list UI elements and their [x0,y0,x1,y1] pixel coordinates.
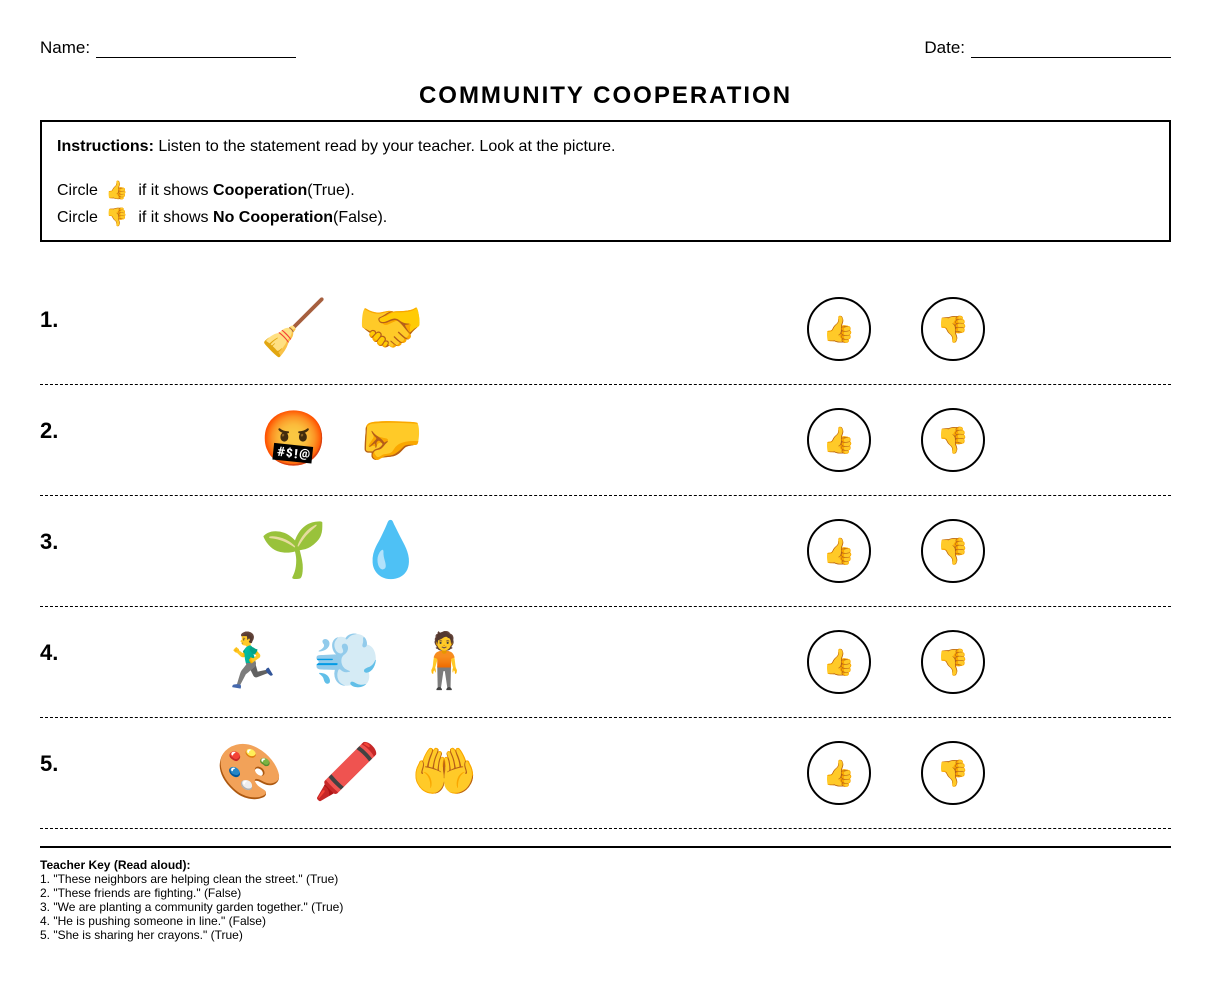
date-label: Date: [924,38,965,57]
date-blank-line[interactable] [971,41,1171,58]
instructions-text [57,138,616,156]
teacher-key-line: 3. "We are planting a community garden together." (True) [40,900,344,914]
question-row-1 [40,273,1171,385]
thumbs-up-icon: 👍 [822,424,856,455]
thumbs-down-icon: 👎 [936,424,970,455]
instruction-text: if it shows [138,208,209,226]
instructions-body: Listen to the statement read by your teacher. Look at the picture. [153,138,616,155]
thumbs-up-choice[interactable] [807,519,871,583]
thumbs-up-icon: 👍 [822,757,856,788]
seedling-icon: 🌱 [260,520,328,580]
instruction-true-line [57,180,355,201]
question-row-5 [40,717,1171,829]
question-row-2 [40,384,1171,496]
thumbs-up-choice[interactable] [807,741,871,805]
teacher-key-line: 4. "He is pushing someone in line." (False) [40,914,266,928]
name-blank-line[interactable] [96,41,296,58]
cooperation-label: Cooperation [213,181,308,199]
fist-icon: 🤛 [357,409,425,469]
palms-up-together-icon: 🤲 [410,742,478,802]
standing-person-icon: 🧍 [410,631,478,691]
circle-word: Circle [57,181,98,199]
thumbs-down-icon: 👎 [936,757,970,788]
question-number: 1. [40,307,59,332]
question-pictures [216,626,508,696]
question-pictures [216,737,508,807]
artist-palette-icon: 🎨 [216,742,284,802]
thumbs-down-choice[interactable] [921,630,985,694]
thumbs-down-choice[interactable] [921,741,985,805]
running-man-icon: 🏃‍♂️ [216,631,284,691]
instructions-box [40,120,1171,242]
question-pictures [260,293,455,363]
thumbs-down-icon: 👎 [105,207,129,227]
question-number: 2. [40,418,59,443]
handshake-icon: 🤝 [357,298,425,358]
teacher-key-line: 1. "These neighbors are helping clean the street." (True) [40,872,339,886]
name-field[interactable] [40,38,296,58]
thumbs-down-choice[interactable] [921,519,985,583]
dash-cloud-icon: 💨 [313,631,381,691]
question-row-3 [40,495,1171,607]
thumbs-up-icon: 👍 [822,313,856,344]
water-droplet-icon: 💧 [357,520,425,580]
page-title: COMMUNITY COOPERATION [418,82,793,109]
no-cooperation-label: No Cooperation [213,208,334,226]
circle-word: Circle [57,208,98,226]
thumbs-up-icon: 👍 [105,180,129,200]
thumbs-up-choice[interactable] [807,408,871,472]
thumbs-down-icon: 👎 [936,313,970,344]
thumbs-down-icon: 👎 [936,646,970,677]
angry-face-symbols-icon: 🤬 [260,409,328,469]
teacher-key-title: Teacher Key (Read aloud): [40,858,191,872]
question-pictures [260,404,455,474]
teacher-key-line: 5. "She is sharing her crayons." (True) [40,928,243,942]
thumbs-down-choice[interactable] [921,408,985,472]
broom-icon: 🧹 [260,298,328,358]
question-number: 5. [40,751,59,776]
thumbs-down-choice[interactable] [921,297,985,361]
instructions-label: Instructions: [57,138,154,155]
instruction-false-line [57,207,387,228]
question-row-4 [40,606,1171,718]
instruction-text: if it shows [138,181,209,199]
question-number: 3. [40,529,59,554]
thumbs-up-icon: 👍 [822,646,856,677]
teacher-key [40,858,343,942]
section-divider [40,846,1171,848]
date-field[interactable] [924,38,1171,58]
false-label: (False). [333,208,388,226]
thumbs-up-choice[interactable] [807,630,871,694]
name-label: Name: [40,38,91,57]
thumbs-down-icon: 👎 [936,535,970,566]
teacher-key-line: 2. "These friends are fighting." (False) [40,886,242,900]
question-pictures [260,515,455,585]
header-row [40,38,1171,60]
question-number: 4. [40,640,59,665]
thumbs-up-icon: 👍 [822,535,856,566]
true-label: (True). [307,181,355,199]
crayon-icon: 🖍️ [313,742,381,802]
thumbs-up-choice[interactable] [807,297,871,361]
